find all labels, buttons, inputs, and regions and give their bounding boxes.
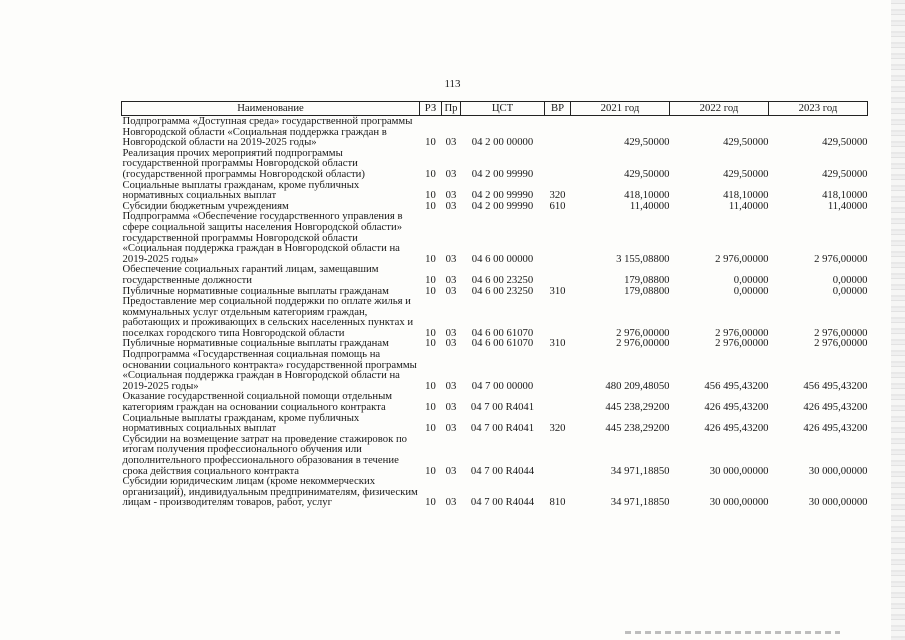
cell-vr [545, 296, 571, 338]
cell-pr: 03 [445, 252, 457, 265]
cell-pr: 03 [445, 284, 457, 297]
cell-name: Подпрограмма «Доступная среда» государственной программы Новгородской области «Социальная поддержка граждан в Новгородской области на 2019-2025 годы» [122, 115, 413, 149]
cell-y2022: 30 000,00000 [709, 464, 769, 477]
cell-y2023: 429,50000 [822, 136, 868, 149]
cell-y2023: 0,00000 [832, 273, 868, 286]
cell-rz: 10 [425, 284, 436, 297]
page-number: 113 [444, 78, 461, 90]
cell-rz: 10 [425, 167, 436, 180]
cell-cst: 04 7 00 R4041 [470, 401, 535, 414]
cell-vr [545, 434, 571, 476]
cell-y2023: 2 976,00000 [814, 326, 868, 339]
cell-pr: 03 [445, 199, 457, 212]
scan-edge-artifact [891, 0, 905, 640]
cell-y2022: 0,00000 [733, 284, 769, 297]
cell-y2021: 445 238,29200 [605, 401, 670, 414]
cell-rz: 10 [425, 464, 436, 477]
cell-y2022: 429,50000 [723, 136, 769, 149]
cell-cst: 04 6 00 61070 [471, 337, 534, 350]
cell-rz: 10 [425, 337, 436, 350]
cell-cst: 04 2 00 00000 [471, 136, 534, 149]
header-name: Наименование [122, 102, 420, 116]
cell-name: Реализация прочих мероприятий подпрограммы государственной программы Новгородской области (государственной программы Новгородской области) [122, 146, 365, 180]
cell-y2022: 30 000,00000 [709, 496, 769, 509]
table-row [122, 180, 868, 201]
header-vr: ВР [545, 102, 571, 116]
cell-cst: 04 2 00 99990 [471, 189, 534, 202]
cell-vr: 610 [549, 199, 566, 212]
cell-pr: 03 [445, 337, 457, 350]
cell-vr: 310 [549, 284, 566, 297]
table-row [122, 413, 868, 434]
cell-vr: 320 [549, 189, 566, 202]
cell-name: Субсидии бюджетным учреждениям [122, 199, 289, 212]
cell-cst: 04 6 00 23250 [471, 284, 534, 297]
cell-name: Субсидии на возмещение затрат на проведение стажировок по итогам получения профессионального обучения или дополнительного профессионального образования в течение срока действия социального контракта [122, 432, 408, 477]
cell-pr: 03 [445, 326, 457, 339]
cell-y2021: 445 238,29200 [605, 422, 670, 435]
cell-cst: 04 7 00 R4041 [470, 422, 535, 435]
cell-rz: 10 [425, 189, 436, 202]
header-pr: Пр [442, 102, 461, 116]
cell-name: Субсидии юридическим лицам (кроме некоммерческих организаций), индивидуальным предпринимателям, физическим лицам - производителям товаров, работ, услуг [122, 475, 418, 509]
cell-vr [545, 116, 571, 148]
cell-name: Оказание государственной социальной помощи отдельным категориям граждан на основании социального контракта [122, 390, 393, 414]
cell-y2022: 11,40000 [728, 199, 769, 212]
table-row [122, 476, 868, 508]
cell-y2022: 2 976,00000 [715, 326, 769, 339]
cell-y2023: 2 976,00000 [814, 337, 868, 350]
cell-y2023: 0,00000 [832, 284, 868, 297]
header-2023: 2023 год [769, 102, 868, 116]
table-row [122, 296, 868, 338]
cell-cst: 04 6 00 23250 [471, 273, 534, 286]
cell-pr: 03 [445, 167, 457, 180]
cell-name: Социальные выплаты гражданам, кроме публичных нормативных социальных выплат [122, 411, 360, 435]
cell-y2022: 0,00000 [733, 273, 769, 286]
budget-table [121, 101, 868, 508]
cell-name: Обеспечение социальных гарантий лицам, замещавшим государственные должности [122, 263, 379, 286]
table-body [122, 116, 868, 508]
cell-rz: 10 [425, 422, 436, 435]
header-2021: 2021 год [571, 102, 670, 116]
cell-y2021: 2 976,00000 [616, 326, 670, 339]
cell-rz: 10 [425, 401, 436, 414]
cell-pr: 03 [445, 401, 457, 414]
table-row [122, 116, 868, 148]
cell-y2023: 2 976,00000 [814, 252, 868, 265]
cell-rz: 10 [425, 379, 436, 392]
cell-y2021: 11,40000 [629, 199, 670, 212]
cell-y2023: 426 495,43200 [803, 422, 868, 435]
cell-pr: 03 [445, 464, 457, 477]
cell-vr [545, 148, 571, 180]
cell-cst: 04 6 00 61070 [471, 326, 534, 339]
cell-pr: 03 [445, 189, 457, 202]
table-row [122, 211, 868, 264]
cell-y2023: 429,50000 [822, 167, 868, 180]
table-row [122, 148, 868, 180]
table-row [122, 434, 868, 476]
cell-cst: 04 6 00 00000 [471, 252, 534, 265]
cell-rz: 10 [425, 136, 436, 149]
cell-y2021: 179,08800 [624, 273, 670, 286]
cell-vr: 810 [549, 496, 566, 509]
cell-cst: 04 2 00 99990 [471, 199, 534, 212]
cell-cst: 04 7 00 R4044 [470, 496, 535, 509]
cell-y2023: 30 000,00000 [808, 464, 868, 477]
cell-name: Предоставление мер социальной поддержки по оплате жилья и коммунальных услуг отдельным категориям граждан, работающих и проживающих в сельских населенных пунктах и поселках городского типа Новгородской области [122, 295, 414, 339]
cell-vr [545, 264, 571, 285]
cell-y2021: 34 971,18850 [610, 464, 670, 477]
cell-rz: 10 [425, 326, 436, 339]
cell-name: Публичные нормативные социальные выплаты гражданам [122, 337, 389, 350]
cell-y2021: 179,08800 [624, 284, 670, 297]
cell-y2022: 2 976,00000 [715, 337, 769, 350]
cell-y2022: 426 495,43200 [704, 422, 769, 435]
cell-pr: 03 [445, 379, 457, 392]
cell-y2022: 456 495,43200 [704, 379, 769, 392]
cell-y2022: 2 976,00000 [715, 252, 769, 265]
cell-name: Социальные выплаты гражданам, кроме публичных нормативных социальных выплат [122, 178, 360, 202]
scan-mark-artifact [625, 631, 840, 634]
table-row [122, 264, 868, 285]
cell-vr: 320 [549, 422, 566, 435]
cell-cst: 04 7 00 00000 [471, 379, 534, 392]
header-2022: 2022 год [670, 102, 769, 116]
cell-y2023: 426 495,43200 [803, 401, 868, 414]
cell-y2022: 429,50000 [723, 167, 769, 180]
cell-rz: 10 [425, 273, 436, 286]
cell-pr: 03 [445, 422, 457, 435]
table-header-row [122, 102, 868, 116]
header-cst: ЦСТ [461, 102, 545, 116]
cell-cst: 04 2 00 99990 [471, 167, 534, 180]
cell-vr [545, 349, 571, 391]
cell-y2021: 3 155,08800 [616, 252, 670, 265]
cell-y2022: 418,10000 [723, 189, 769, 202]
cell-vr: 310 [549, 337, 566, 350]
cell-y2021: 418,10000 [624, 189, 670, 202]
cell-rz: 10 [425, 199, 436, 212]
cell-rz: 10 [425, 496, 436, 509]
cell-y2021: 480 209,48050 [605, 379, 670, 392]
cell-y2021: 429,50000 [624, 167, 670, 180]
cell-vr [545, 211, 571, 264]
cell-name: Публичные нормативные социальные выплаты гражданам [122, 284, 389, 297]
cell-y2021: 429,50000 [624, 136, 670, 149]
cell-pr: 03 [445, 496, 457, 509]
cell-y2021: 2 976,00000 [616, 337, 670, 350]
header-rz: РЗ [420, 102, 442, 116]
cell-vr [545, 391, 571, 412]
cell-cst: 04 7 00 R4044 [470, 464, 535, 477]
table-row [122, 391, 868, 412]
cell-rz: 10 [425, 252, 436, 265]
cell-y2023: 418,10000 [822, 189, 868, 202]
cell-y2023: 11,40000 [827, 199, 868, 212]
cell-pr: 03 [445, 136, 457, 149]
cell-y2021: 34 971,18850 [610, 496, 670, 509]
cell-name: Подпрограмма «Обеспечение государственного управления в сфере социальной защиты населения Новгородской области» государственной программы Новгородской области «Социальная поддержка граждан в Новгородской области на 2019-2025 годы» [122, 210, 403, 265]
cell-y2022: 426 495,43200 [704, 401, 769, 414]
cell-pr: 03 [445, 273, 457, 286]
cell-y2023: 456 495,43200 [803, 379, 868, 392]
table-row [122, 349, 868, 391]
cell-name: Подпрограмма «Государственная социальная помощь на основании социального контракта» государственной программы «Социальная поддержка граждан в Новгородской области на 2019-2025 годы» [122, 348, 417, 392]
cell-y2023: 30 000,00000 [808, 496, 868, 509]
